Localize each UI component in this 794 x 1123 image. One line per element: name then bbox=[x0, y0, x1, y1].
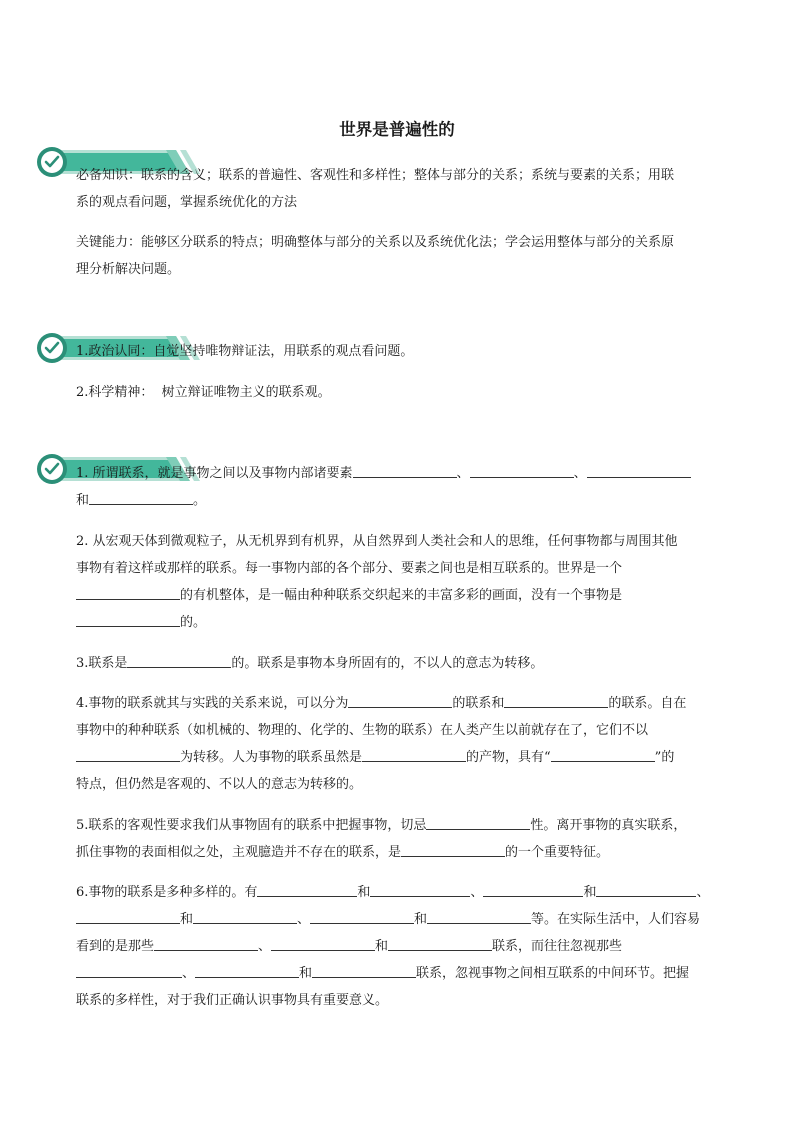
fill-blank[interactable] bbox=[426, 815, 530, 830]
question-4: 4.事物的联系就其与实践的关系来说，可以分为 的联系和 的联系。自在 事物中的种种联系（如机械的、物理的、化学的、生物的联系）在人类产生以前就存在了，它们不以 为转移。人为事物的联系虽然是 的产物，具有“ ”的 特点，但仍然是客观的、不以人的意志为转移的。 bbox=[76, 690, 718, 798]
fill-blank[interactable] bbox=[483, 882, 583, 897]
fill-blank[interactable] bbox=[193, 909, 297, 924]
fill-blank[interactable] bbox=[470, 463, 574, 478]
fill-blank[interactable] bbox=[504, 693, 608, 708]
fill-blank[interactable] bbox=[76, 585, 180, 600]
fill-blank[interactable] bbox=[551, 747, 655, 762]
fill-blank[interactable] bbox=[587, 463, 691, 478]
suyang-item-1: 1.政治认同：自觉坚持唯物辩证法，用联系的观点看问题。 bbox=[76, 344, 414, 359]
question-1: 1. 所谓联系，就是事物之间以及事物内部诸要素 、 、 和 。 bbox=[76, 460, 718, 514]
fill-blank[interactable] bbox=[310, 909, 414, 924]
fill-blank[interactable] bbox=[76, 747, 180, 762]
fill-blank[interactable] bbox=[195, 963, 299, 978]
question-2: 2. 从宏观天体到微观粒子，从无机界到有机界，从自然界到人类社会和人的思维，任何事物都与周围其他 事物有着这样或那样的联系。每一事物内部的各个部分、要素之间也是相互联系的。世界是一个 的有机整体，是一幅由种种联系交织起来的丰富多彩的画面，没有一个事物是 的。 bbox=[76, 534, 678, 630]
bibei-zhishi: 必备知识：联系的含义；联系的普遍性、客观性和多样性；整体与部分的关系；系统与要素的关系；用联 系的观点看问题，掌握系统优化的方法 bbox=[76, 168, 675, 210]
fill-blank[interactable] bbox=[89, 490, 193, 505]
guanjian-nengli: 关键能力：能够区分联系的特点；明确整体与部分的关系以及系统优化法；学会运用整体与部分的关系原 理分析解决问题。 bbox=[76, 235, 675, 277]
fill-blank[interactable] bbox=[401, 842, 505, 857]
fill-blank[interactable] bbox=[312, 963, 416, 978]
fill-blank[interactable] bbox=[76, 909, 180, 924]
fill-blank[interactable] bbox=[76, 963, 182, 978]
fill-blank[interactable] bbox=[348, 693, 452, 708]
fill-blank[interactable] bbox=[353, 463, 457, 478]
fill-blank[interactable] bbox=[370, 882, 470, 897]
question-3: 3.联系是 的。联系是事物本身所固有的，不以人的意志为转移。 bbox=[76, 650, 718, 677]
fill-blank[interactable] bbox=[76, 612, 180, 627]
page-title: 世界是普遍性的 bbox=[339, 120, 455, 139]
question-6: 6.事物的联系是多种多样的。有 和 、 和 、 和 、 和 等。在实际生活中，人们容易 看到的是那些 、 和 联系，而往往忽视那些 、 和 联系，忽视事物之间相互联系的中间环节。把握 联系的多样性，对于我们正确认识事物具有重要意义。 bbox=[76, 879, 718, 1014]
fill-blank[interactable] bbox=[427, 909, 531, 924]
suyang-item-2: 2.科学精神： 树立辩证唯物主义的联系观。 bbox=[76, 385, 331, 400]
fill-blank[interactable] bbox=[362, 747, 466, 762]
question-5: 5.联系的客观性要求我们从事物固有的联系中把握事物，切忌 性。离开事物的真实联系， 抓住事物的表面相似之处，主观臆造并不存在的联系，是 的一个重要特征。 bbox=[76, 812, 718, 866]
fill-blank[interactable] bbox=[127, 653, 231, 668]
fill-blank[interactable] bbox=[154, 936, 258, 951]
fill-blank[interactable] bbox=[596, 882, 696, 897]
fill-blank[interactable] bbox=[271, 936, 375, 951]
fill-blank[interactable] bbox=[257, 882, 357, 897]
fill-blank[interactable] bbox=[388, 936, 492, 951]
